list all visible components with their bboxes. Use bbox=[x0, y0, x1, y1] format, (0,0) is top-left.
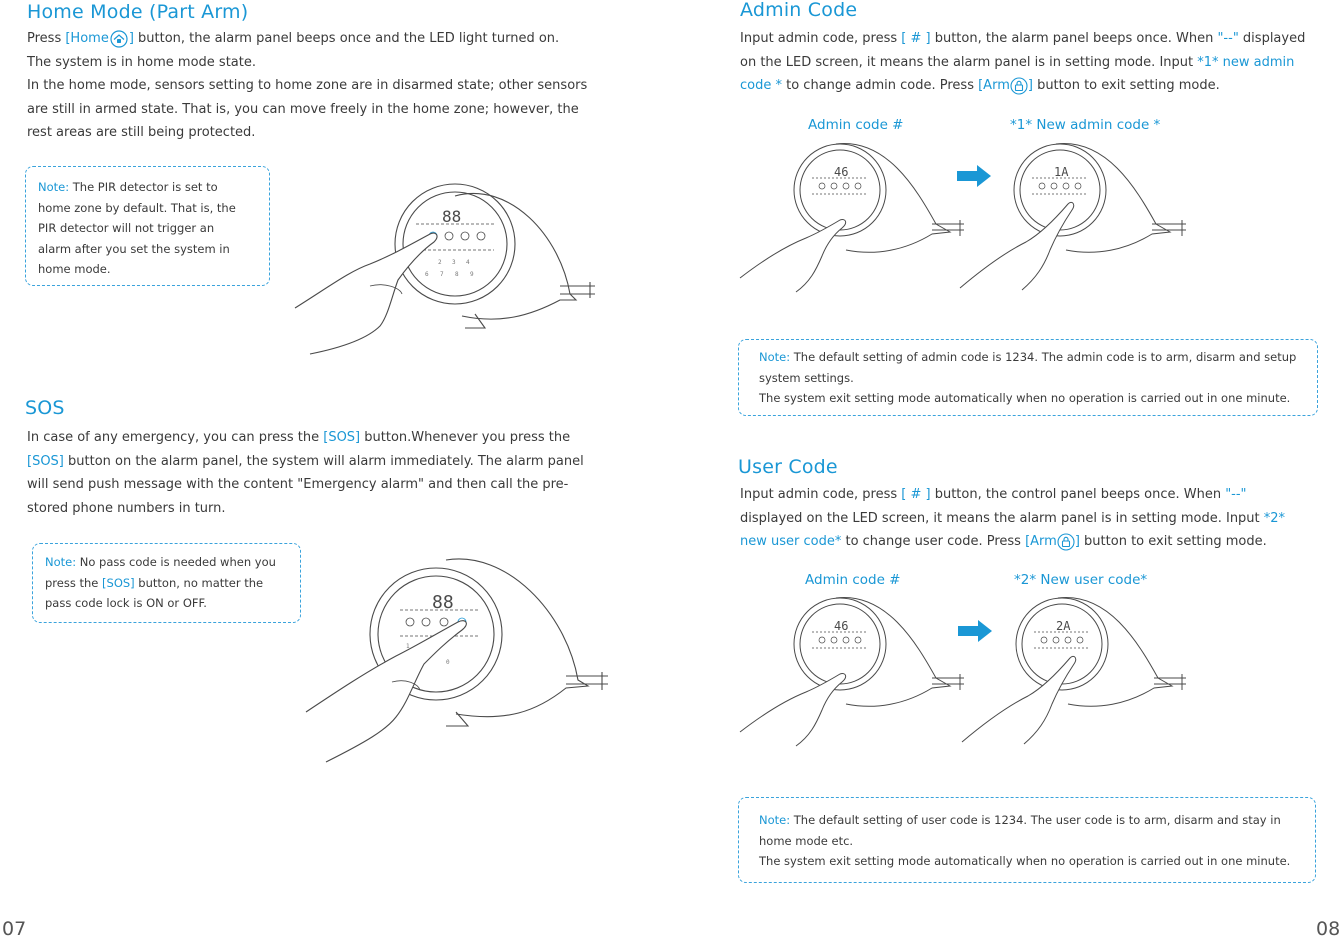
sos-line-2: [SOS] button on the alarm panel, the system will alarm immediately. The alarm panel bbox=[27, 453, 584, 469]
sos-panel-display: 88 bbox=[432, 592, 454, 613]
user-code-title: User Code bbox=[738, 456, 838, 478]
admin-code-note: Note: The default setting of admin code is 1234. The admin code is to arm, disarm and setup system settings. The system exit setting mode automatically when no operation is carried out in one minute. bbox=[738, 339, 1318, 416]
user-line-1: Input admin code, press [ # ] button, the control panel beeps once. When "--" bbox=[740, 487, 1247, 502]
user-code-note: Note: The default setting of user code is 1234. The user code is to arm, disarm and stay in home mode etc. The system exit setting mode automatically when no operation is carried out in one minute. bbox=[738, 797, 1316, 883]
admin-caption-right: *1* New admin code * bbox=[1010, 117, 1161, 133]
user-panel-illustration-left bbox=[736, 592, 966, 752]
home-mode-line-4: are still in armed state. That is, you can move freely in the home zone; however, the bbox=[27, 101, 579, 117]
svg-text:8: 8 bbox=[455, 271, 459, 278]
alarm-panel-home-illustration bbox=[290, 176, 600, 358]
sos-note: Note: No pass code is needed when you press the [SOS] button, no matter the pass code lock is ON or OFF. bbox=[32, 543, 301, 623]
home-mode-title: Home Mode (Part Arm) bbox=[27, 1, 249, 23]
home-icon bbox=[109, 30, 129, 48]
admin-panel-illustration-left bbox=[736, 138, 966, 298]
svg-text:3: 3 bbox=[452, 259, 456, 266]
finger-pointing-icon bbox=[295, 233, 437, 354]
user-caption-left: Admin code # bbox=[805, 572, 901, 588]
sos-line-1: In case of any emergency, you can press the [SOS] button.Whenever you press the bbox=[27, 430, 571, 445]
finger-pointing-icon bbox=[960, 202, 1074, 290]
admin-panel-display-left: 46 bbox=[834, 165, 849, 179]
finger-pointing-icon bbox=[740, 220, 846, 292]
user-panel-display-left: 46 bbox=[834, 619, 849, 633]
lock-icon bbox=[1057, 533, 1075, 551]
admin-code-title: Admin Code bbox=[740, 0, 858, 21]
svg-text:1: 1 bbox=[406, 643, 410, 650]
panel-body-outline bbox=[455, 193, 576, 319]
home-mode-line-1: Press [Home ] button, the alarm panel beeps once and the LED light turned on. bbox=[27, 31, 560, 46]
svg-text:2: 2 bbox=[438, 259, 442, 266]
sos-line-3: will send push message with the content "Emergency alarm" and then call the pre- bbox=[27, 477, 569, 492]
page-number-left: 07 bbox=[2, 918, 27, 940]
svg-text:6: 6 bbox=[425, 271, 429, 278]
user-line-2: displayed on the LED screen, it means the alarm panel is in setting mode. Input *2* bbox=[740, 510, 1286, 526]
svg-text:7: 7 bbox=[440, 271, 444, 278]
user-caption-right: *2* New user code* bbox=[1014, 572, 1148, 588]
home-mode-line-3: In the home mode, sensors setting to home zone are in disarmed state; other sensors bbox=[27, 78, 588, 93]
svg-text:4: 4 bbox=[466, 259, 470, 266]
user-line-3: new user code* to change user code. Press [Arm ] button to exit setting mode. bbox=[740, 534, 1267, 549]
admin-panel-illustration-right bbox=[956, 138, 1188, 298]
sos-line-4: stored phone numbers in turn. bbox=[27, 500, 226, 516]
finger-pointing-icon bbox=[962, 656, 1076, 744]
admin-line-1: Input admin code, press [ # ] button, the alarm panel beeps once. When "--" displayed bbox=[740, 31, 1306, 46]
user-code-body bbox=[740, 483, 1340, 554]
user-panel-display-right: 2A bbox=[1056, 619, 1071, 633]
svg-text:9: 9 bbox=[470, 271, 474, 278]
admin-code-body bbox=[740, 27, 1340, 98]
finger-pointing-icon bbox=[740, 674, 846, 746]
home-panel-display: 88 bbox=[442, 207, 462, 226]
alarm-panel-sos-illustration bbox=[296, 552, 610, 768]
home-mode-note: Note: The PIR detector is set to home zone by default. That is, the PIR detector will not trigger an alarm after you set the system in home mode. bbox=[25, 166, 270, 286]
home-mode-body bbox=[27, 27, 627, 145]
home-mode-line-5: rest areas are still being protected. bbox=[27, 125, 256, 140]
admin-line-3: code * to change admin code. Press [Arm ] button to exit setting mode. bbox=[740, 78, 1220, 93]
lock-icon bbox=[1010, 77, 1028, 95]
sos-title: SOS bbox=[25, 397, 65, 419]
admin-caption-left: Admin code # bbox=[808, 117, 904, 133]
admin-line-2: on the LED screen, it means the alarm panel is in setting mode. Input *1* new admin bbox=[740, 54, 1295, 70]
admin-panel-display-right: 1A bbox=[1054, 165, 1069, 179]
page-number-right: 08 bbox=[1316, 918, 1341, 940]
sos-body bbox=[27, 426, 627, 520]
user-panel-illustration-right bbox=[958, 592, 1188, 752]
svg-text:0: 0 bbox=[446, 659, 450, 666]
home-mode-line-2: The system is in home mode state. bbox=[27, 54, 256, 70]
